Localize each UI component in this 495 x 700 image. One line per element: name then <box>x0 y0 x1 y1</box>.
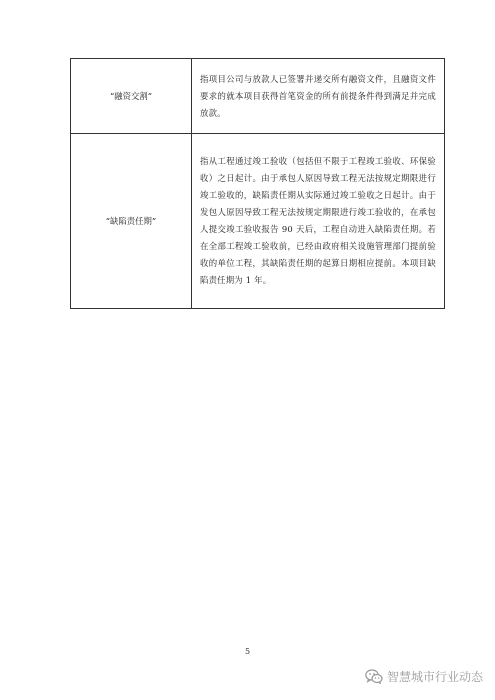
page-number: 5 <box>244 647 251 656</box>
wechat-icon <box>365 669 383 684</box>
definition-cell: 指从工程通过竣工验收（包括但不限于工程竣工验收、环保验收）之日起计。由于承包人原因导致工程无法按规定期限进行竣工验收的，缺陷责任期从实际通过竣工验收之日起计。由于发包人原因导致工程无法按规定期限进行竣工验收的，在承包人提交竣工验收报告 90 天后，工程自动进入缺陷责任期。若在全部工程竣工验收前，已经由政府相关设施管理部门提前验收的单位工程，其缺陷责任期的起算日期相应提前。本项目缺陷责任期为 1 年。 <box>192 134 445 309</box>
term-cell: “融资交割” <box>71 59 192 134</box>
definition-cell: 指项目公司与放款人已签署并递交所有融资文件，且融资文件要求的就本项目获得首笔资金的所有前提条件得到满足并完成放款。 <box>192 59 445 134</box>
watermark <box>365 668 483 685</box>
table-row <box>71 59 445 134</box>
term-cell: “缺陷责任期” <box>71 134 192 309</box>
watermark-text: 智慧城市行业动态 <box>386 670 483 684</box>
table-row <box>71 134 445 309</box>
definitions-table <box>70 58 445 309</box>
